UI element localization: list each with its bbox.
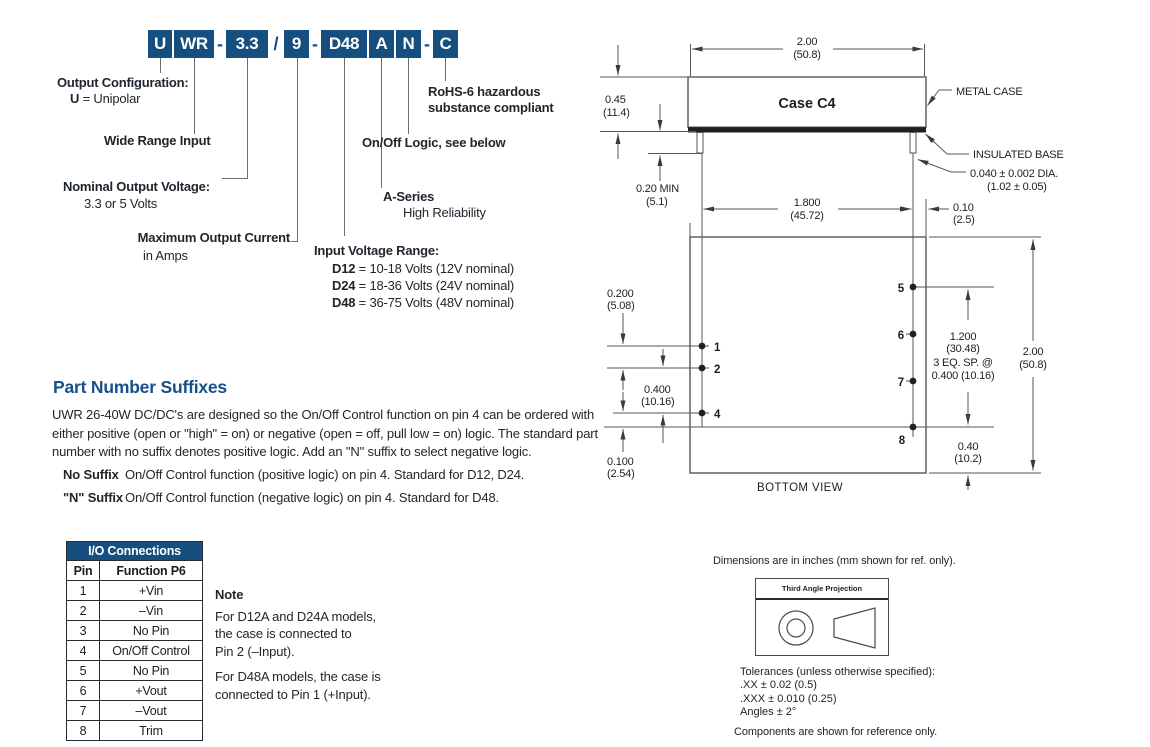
third-angle-projection-box [755, 578, 889, 656]
pin-cell: 5 [67, 661, 100, 681]
pn-segment: A [369, 30, 394, 58]
function-cell: +Vin [100, 581, 203, 601]
left-pin [697, 133, 703, 154]
dim-bv-height-in: 2.00 [1022, 346, 1044, 358]
dim-040-mm: (10.2) [954, 453, 982, 465]
pin-cell: 7 [67, 701, 100, 721]
pin-label-6: 6 [897, 330, 904, 342]
pn-segment: 3.3 [226, 30, 268, 58]
tolerance-xx: .XX ± 0.02 (0.5) [740, 679, 817, 692]
callout-wide-range: Wide Range Input [104, 133, 211, 148]
suffix-desc: On/Off Control function (positive logic) on pin 4. Standard for D12, D24. [125, 467, 525, 482]
right-pin [910, 133, 916, 154]
pn-segment: WR [174, 30, 214, 58]
pn-segment: 9 [284, 30, 309, 58]
pin-cell: 4 [67, 641, 100, 661]
function-cell: –Vout [100, 701, 203, 721]
callout-max-current-sub: in Amps [143, 248, 188, 263]
tolerance-title: Tolerances (unless otherwise specified): [740, 666, 936, 678]
dim-pin-span-mm: (45.72) [790, 210, 824, 222]
pn-separator: / [273, 33, 279, 54]
bottom-view-outline [690, 237, 926, 473]
pin-cell: 6 [67, 681, 100, 701]
callout-input-range: Input Voltage Range: [314, 243, 440, 258]
bottom-view-caption: BOTTOM VIEW [757, 482, 843, 494]
label-pin-diameter-mm: (1.02 ± 0.05) [987, 181, 1047, 193]
pin-label-5: 5 [897, 283, 904, 295]
pin-cell: 8 [67, 721, 100, 741]
pin-label-8: 8 [898, 435, 905, 447]
body-line: UWR 26-40W DC/DC's are designed so the On/Off Control function on pin 4 can be ordered with [52, 407, 595, 422]
suffix-label: No Suffix [63, 467, 119, 482]
components-note: Components are shown for reference only. [734, 726, 938, 738]
code-desc: = 18-36 Volts (24V nominal) [355, 278, 515, 293]
pn-segment: C [433, 30, 458, 58]
dim-spacing-note2: 0.400 (10.16) [931, 370, 995, 382]
note-line: the case is connected to [215, 626, 352, 641]
pn-separator: - [217, 33, 223, 54]
dim-width-mm: (50.8) [793, 49, 821, 61]
dim-0200-mm: (5.08) [607, 300, 635, 312]
pin-label-1: 1 [714, 342, 721, 354]
dim-0400-in: 0.400 [644, 384, 671, 396]
function-cell: +Vout [100, 681, 203, 701]
bottom-view [604, 153, 1047, 495]
side-view [600, 36, 1064, 236]
callout-onoff-logic: On/Off Logic, see below [362, 135, 506, 150]
dim-0100-in: 0.100 [607, 456, 634, 468]
pin-dot-4 [699, 410, 706, 417]
dim-pin-offset-mm: (2.5) [953, 214, 975, 226]
pin-label-2: 2 [714, 364, 721, 376]
function-cell: No Pin [100, 621, 203, 641]
note-title: Note [215, 587, 244, 602]
dim-spacing-in: 1.200 [949, 331, 977, 343]
dim-height-mm: (11.4) [603, 107, 630, 119]
function-cell: No Pin [100, 661, 203, 681]
dim-pin-length-mm: (5.1) [646, 196, 668, 208]
note-line: connected to Pin 1 (+Input). [215, 686, 371, 702]
callout-rohs-line2: substance compliant [428, 100, 554, 115]
projection-outer-circle [779, 611, 813, 645]
note-line: Pin 2 (–Input). [215, 643, 295, 659]
suffix-desc: On/Off Control function (negative logic) on pin 4. Standard for D48. [125, 490, 499, 505]
pin-dot-1 [699, 343, 706, 350]
function-cell: Trim [100, 721, 203, 741]
callout-nominal-voltage-sub: 3.3 or 5 Volts [84, 196, 158, 211]
tolerance-xxx: .XXX ± 0.010 (0.25) [740, 692, 837, 705]
section-title-suffixes: Part Number Suffixes [53, 377, 227, 397]
bold-code: D12 [332, 261, 356, 276]
dim-0200-in: 0.200 [607, 288, 634, 300]
code-desc: = Unipolar [79, 91, 141, 106]
dim-0400-mm: (10.16) [641, 396, 675, 408]
label-metal-case: METAL CASE [956, 86, 1023, 98]
pin-label-7: 7 [897, 377, 904, 389]
dim-pin-offset-in: 0.10 [953, 202, 974, 214]
label-pin-diameter: 0.040 ± 0.002 DIA. [970, 168, 1059, 180]
pin-dot-7 [910, 378, 917, 385]
case-label: Case C4 [778, 96, 836, 112]
dim-pin-length-in: 0.20 MIN [636, 183, 680, 195]
note-line: For D12A and D24A models, [215, 608, 377, 624]
note-line: For D48A models, the case is [215, 669, 381, 684]
table-title: I/O Connections [67, 542, 203, 561]
dim-040-in: 0.40 [957, 441, 979, 453]
dim-bv-height-mm: (50.8) [1019, 359, 1047, 371]
column-header-function: Function P6 [100, 561, 203, 581]
suffix-label: "N" Suffix [63, 490, 123, 505]
callout-a-series-sub: High Reliability [403, 205, 486, 220]
body-line: either positive (open or "high" = on) or negative (open = off, pull low = on) logic. The standard part [52, 425, 598, 441]
dim-pin-span-in: 1.800 [793, 197, 821, 209]
pin-cell: 1 [67, 581, 100, 601]
pn-segment: U [148, 30, 172, 58]
dim-height-in: 0.45 [605, 94, 626, 106]
function-cell: –Vin [100, 601, 203, 621]
column-header-pin: Pin [67, 561, 100, 581]
tolerances-block [740, 666, 935, 719]
pin-dot-8 [910, 424, 917, 431]
pin-dot-6 [910, 331, 917, 338]
projection-cone [834, 608, 875, 648]
pn-segment: D48 [321, 30, 367, 58]
pin-dot-5 [910, 284, 917, 291]
bold-code: D24 [332, 278, 356, 293]
pin-dot-2 [699, 365, 706, 372]
pn-separator: - [312, 33, 318, 54]
pn-segment: N [396, 30, 421, 58]
projection-title: Third Angle Projection [756, 579, 888, 600]
pin-cell: 3 [67, 621, 100, 641]
pn-separator: - [424, 33, 430, 54]
tolerance-angles: Angles ± 2° [740, 705, 797, 718]
dim-spacing-mm: (30.48) [946, 343, 980, 355]
label-insulated-base: INSULATED BASE [973, 149, 1064, 161]
dim-0100-mm: (2.54) [607, 468, 635, 480]
projection-symbol [756, 600, 888, 656]
callout-output-config: Output Configuration: [57, 75, 189, 90]
projection-inner-circle [787, 619, 805, 637]
callout-max-current: Maximum Output Current [137, 230, 290, 245]
bold-code: U [70, 91, 80, 106]
callout-nominal-voltage: Nominal Output Voltage: [63, 179, 210, 194]
callout-rohs: RoHS-6 hazardous [428, 84, 541, 99]
callout-a-series: A-Series [383, 189, 435, 204]
dimensions-note: Dimensions are in inches (mm shown for ref. only). [713, 555, 956, 567]
dim-width-in: 2.00 [796, 36, 818, 48]
dim-spacing-note1: 3 EQ. SP. @ [933, 357, 993, 369]
body-line: number with no suffix denotes positive logic. Add an "N" suffix to select negative logic. [52, 444, 532, 460]
code-desc: = 36-75 Volts (48V nominal) [355, 295, 515, 310]
pin-label-4: 4 [714, 409, 721, 421]
code-desc: = 10-18 Volts (12V nominal) [355, 261, 515, 276]
function-cell: On/Off Control [100, 641, 203, 661]
pin-cell: 2 [67, 601, 100, 621]
bold-code: D48 [332, 295, 356, 310]
insulated-base-bar [688, 127, 926, 132]
